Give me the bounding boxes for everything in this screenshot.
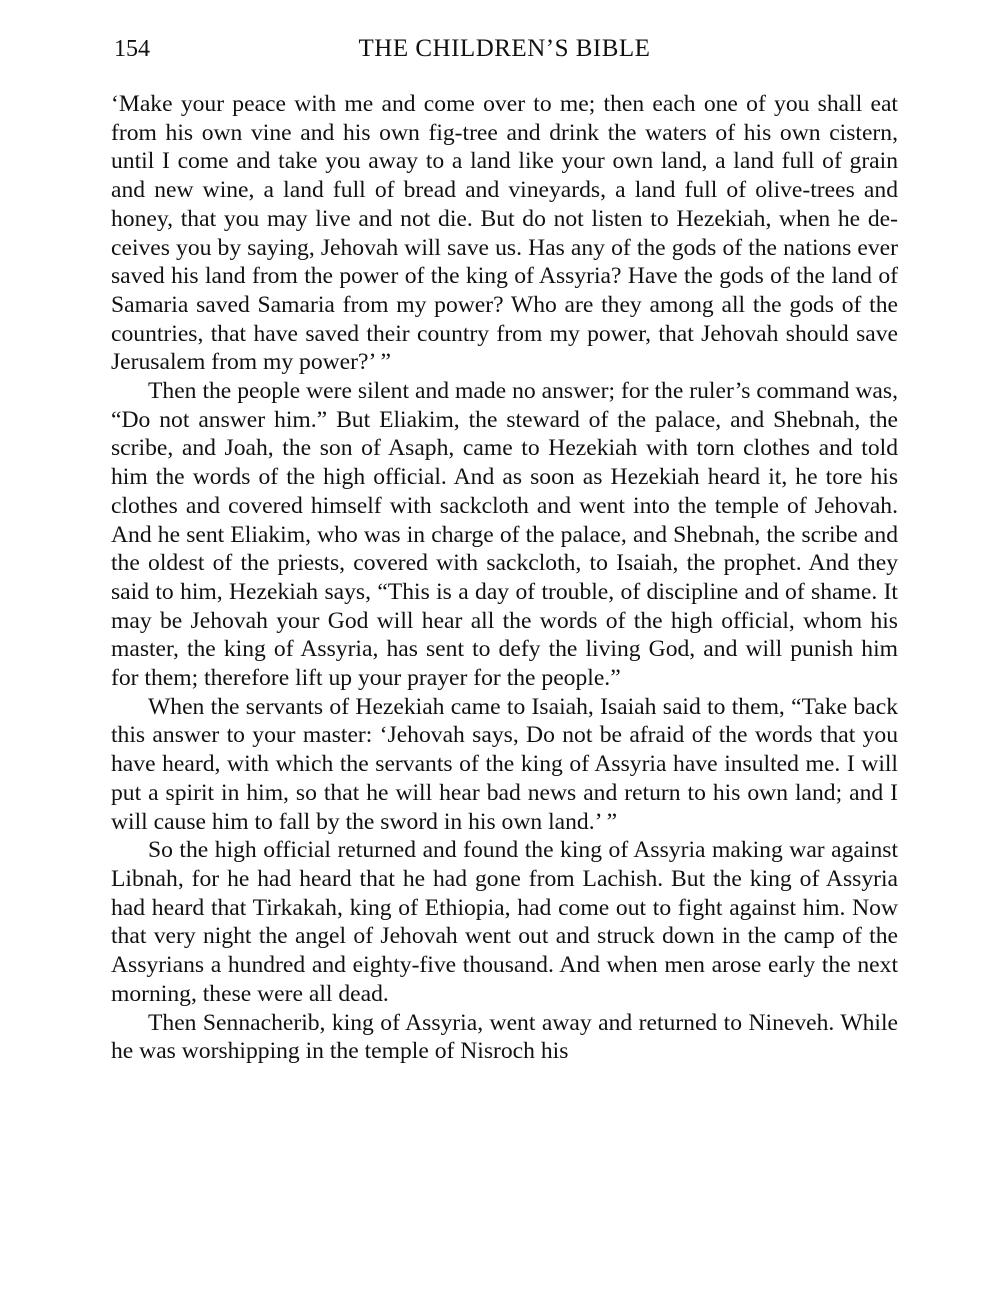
paragraph-5: Then Sennacherib, king of Assyria, went away and returned to Nineveh. While he was worshipping in the temple of Nisroch his <box>111 1009 898 1065</box>
paragraph-1: ‘Make your peace with me and come over to me; then each one of you shall eat from his own vine and his own fig-tree and drink the waters of his own cistern, until I come and take you away to a land like your own land, a land full of grain and new wine, a land full of bread and vineyards, a land full of olive-trees and honey, that you may live and not die. But do not listen to Hezekiah, when he deceives you by saying, Jehovah will save us. Has any of the gods of the nations ever saved his land from the power of the king of Assyria? Have the gods of the land of Samaria saved Samaria from my power? Who are they among all the gods of the countries, that have saved their country from my power, that Jehovah should save Jerusalem from my power?’ ” <box>111 91 898 376</box>
page-number: 154 <box>114 36 150 62</box>
paragraph-3: When the servants of Hezekiah came to Isaiah, Isaiah said to them, “Take back this answer to your master: ‘Jehovah says, Do not be afraid of the words that you have heard, with which the servants of the king of Assyria have insulted me. I will put a spirit in him, so that he will hear bad news and return to his own land; and I will cause him to fall by the sword in his own land.’ ” <box>111 693 898 835</box>
running-title: THE CHILDREN’S BIBLE <box>358 35 651 62</box>
paragraph-2: Then the people were silent and made no answer; for the ruler’s command was, “Do not answer him.” But Eliakim, the steward of the palace, and Shebnah, the scribe, and Joah, the son of Asaph, came to Hezekiah with torn clothes and told him the words of the high official. And as soon as Hezekiah heard it, he tore his clothes and covered himself with sackcloth and went into the temple of Jehovah. And he sent Eliakim, who was in charge of the palace, and Shebnah, the scribe and the oldest of the priests, covered with sackcloth, to Isaiah, the prophet. And they said to him, Hezekiah says, “This is a day of trouble, of discipline and of shame. It may be Jehovah your God will hear all the words of the high official, whom his master, the king of Assyria, has sent to defy the living God, and will punish him for them; therefore lift up your prayer for the people.” <box>111 378 898 692</box>
page-header <box>111 31 898 71</box>
body-text <box>111 90 898 1066</box>
paragraph-4: So the high official returned and found the king of Assyria making war against Libnah, for he had heard that he had gone from Lachish. But the king of Assyria had heard that Tirkakah, king of Ethiopia, had come out to fight against him. Now that very night the angel of Jehovah went out and struck down in the camp of the Assyrians a hundred and eighty-five thousand. And when men arose early the next morning, these were all dead. <box>111 837 898 1007</box>
